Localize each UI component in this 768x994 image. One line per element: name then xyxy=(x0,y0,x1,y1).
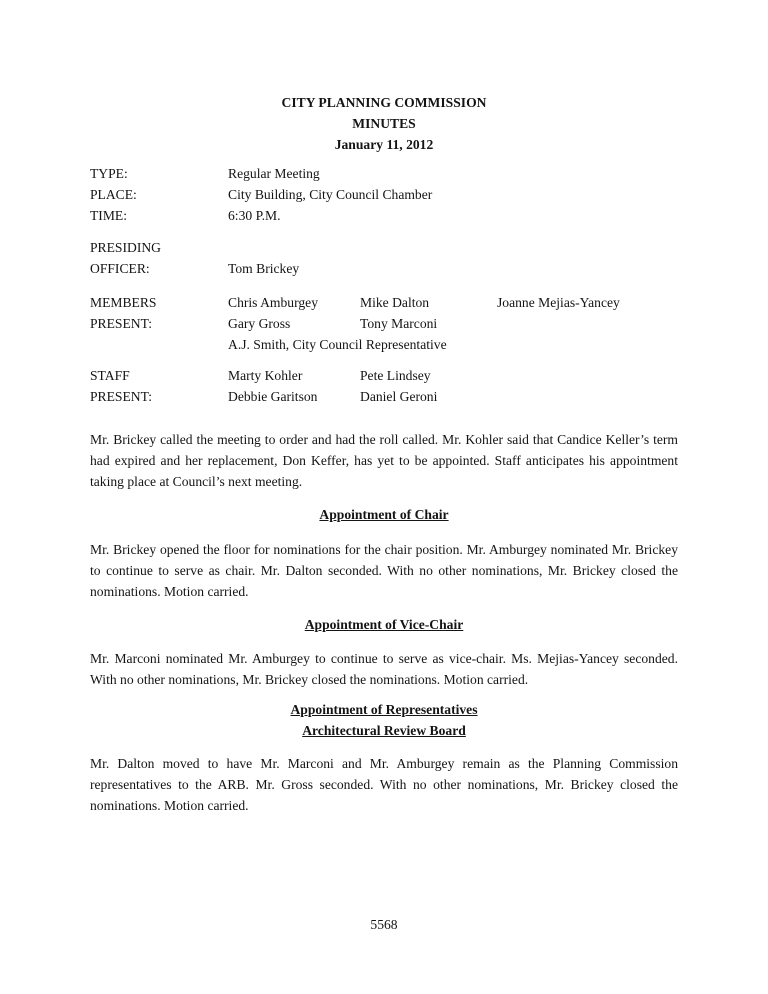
presiding-officer-block xyxy=(90,237,678,279)
section-heading-vice-chair xyxy=(90,614,678,635)
meta-label-type: TYPE: xyxy=(90,166,128,181)
meta-row-time xyxy=(90,205,678,226)
member-name: Mike Dalton xyxy=(360,295,430,310)
members-label-line2: PRESENT: xyxy=(90,316,153,331)
section-paragraph-representatives: Mr. Dalton moved to have Mr. Marconi and Mr. Amburgey remain as the Planning Commission representatives to the ARB. Mr. Gross seconded. With no other nominations, Mr. Brickey closed the nominations. Motion carried. xyxy=(90,756,678,813)
member-name: Gary Gross xyxy=(228,316,291,331)
members-label-line1: MEMBERS xyxy=(90,295,157,310)
member-name: Tony Marconi xyxy=(360,316,438,331)
members-present-block xyxy=(90,292,678,355)
meta-value-time: 6:30 P.M. xyxy=(228,208,281,223)
meta-row-type xyxy=(90,163,678,184)
staff-label-line1: STAFF xyxy=(90,368,130,383)
title-line-date: January 11, 2012 xyxy=(334,137,434,152)
page-number: 5568 xyxy=(370,917,398,932)
title-line-commission: CITY PLANNING COMMISSION xyxy=(281,95,487,110)
meta-label-place: PLACE: xyxy=(90,187,137,202)
section-heading-text: Appointment of Vice-Chair xyxy=(304,617,464,632)
section-heading-representatives xyxy=(90,699,678,741)
member-name: Chris Amburgey xyxy=(228,295,318,310)
members-row-2 xyxy=(90,313,678,334)
section-heading-text: Appointment of Chair xyxy=(319,507,449,522)
staff-present-block xyxy=(90,365,678,407)
member-name: Joanne Mejias-Yancey xyxy=(497,295,620,310)
staff-label-line2: PRESENT: xyxy=(90,389,153,404)
section-heading-line xyxy=(90,720,678,741)
section-paragraph-vice-chair: Mr. Marconi nominated Mr. Amburgey to continue to serve as vice-chair. Ms. Mejias-Yancey seconded. With no other nominations, Mr. Brickey closed the nominations. Motion carried. xyxy=(90,651,678,687)
meta-row-place xyxy=(90,184,678,205)
section-heading-text: Appointment of Representatives xyxy=(290,702,478,717)
members-label-spacer xyxy=(90,334,228,355)
members-row-1 xyxy=(90,292,678,313)
presiding-label-line1: PRESIDING xyxy=(90,240,161,255)
meta-value-place: City Building, City Council Chamber xyxy=(228,187,433,202)
document-title xyxy=(90,92,678,155)
presiding-officer-name: Tom Brickey xyxy=(228,261,300,276)
title-line-minutes: MINUTES xyxy=(352,116,416,131)
staff-name: Debbie Garitson xyxy=(228,389,318,404)
section-heading-line xyxy=(90,699,678,720)
meeting-meta xyxy=(90,163,678,226)
meta-value-type: Regular Meeting xyxy=(228,166,320,181)
staff-row-1 xyxy=(90,365,678,386)
meta-label-time: TIME: xyxy=(90,208,127,223)
member-name: A.J. Smith, City Council Representative xyxy=(228,337,447,352)
staff-name: Marty Kohler xyxy=(228,368,303,383)
staff-row-2 xyxy=(90,386,678,407)
section-paragraph-chair: Mr. Brickey opened the floor for nominations for the chair position. Mr. Amburgey nominated Mr. Brickey to continue to serve as chair. Mr. Dalton seconded. With no other nominations, Mr. Brickey closed the nominations. Motion carried. xyxy=(90,542,678,599)
staff-name: Daniel Geroni xyxy=(360,389,438,404)
section-heading-text: Architectural Review Board xyxy=(302,723,466,738)
staff-name: Pete Lindsey xyxy=(360,368,431,383)
intro-paragraph: Mr. Brickey called the meeting to order and had the roll called. Mr. Kohler said that Candice Keller’s term had expired and her replacement, Don Keffer, has yet to be appointed. Staff anticipates his appointment taking place at Council’s next meeting. xyxy=(90,432,678,489)
presiding-row-2 xyxy=(90,258,678,279)
presiding-label-line2: OFFICER: xyxy=(90,261,150,276)
section-heading-chair xyxy=(90,504,678,525)
members-row-3 xyxy=(90,334,678,355)
presiding-row-1 xyxy=(90,237,678,258)
